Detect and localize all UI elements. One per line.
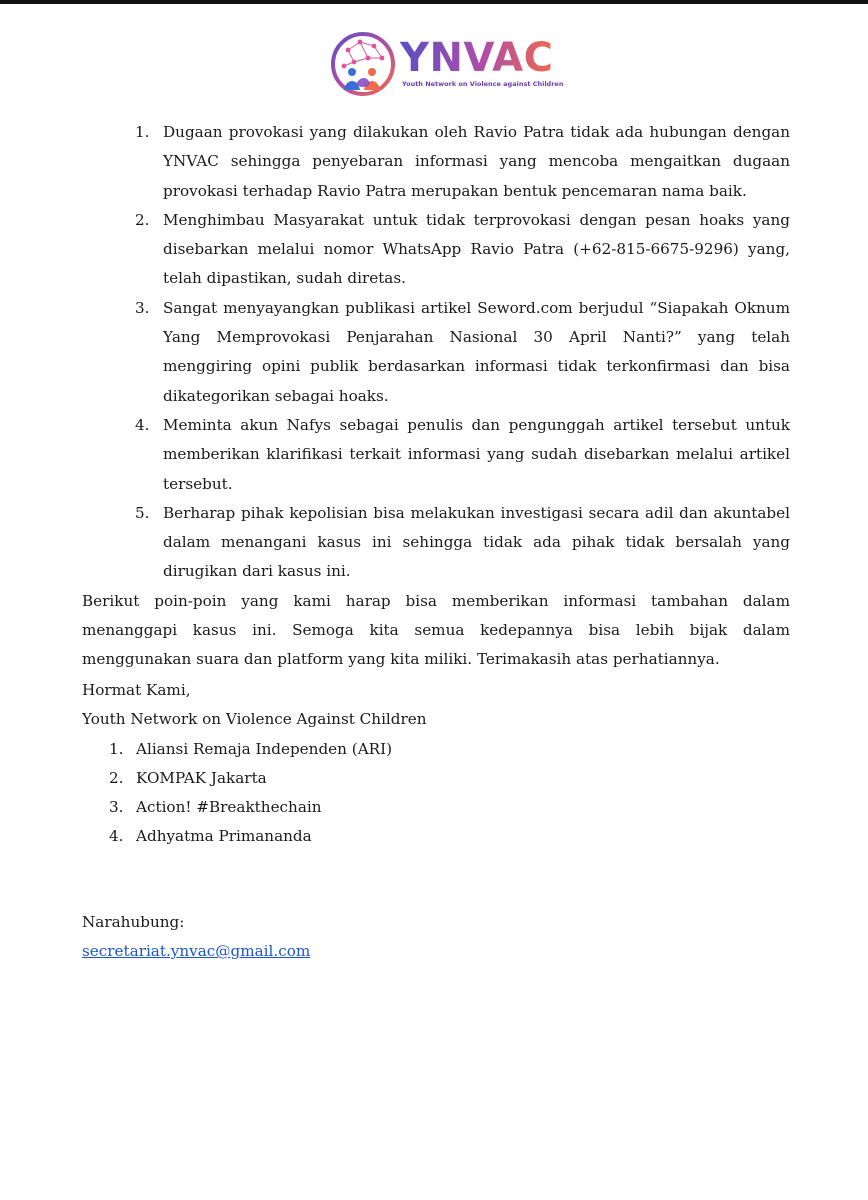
list-item: 1. Aliansi Remaja Independen (ARI) [109, 739, 393, 758]
point-text: Sangat menyayangkan publikasi artikel Seword.com berjudul “Siapakah Oknum Yang Memprovokasi Penjarahan Nasional 30 April Nanti?” yang telah menggiring opini publik berdasarkan informasi tidak terkonfirmasi dan bisa dikategorikan sebagai hoaks. [163, 298, 790, 405]
letter-body [82, 118, 790, 675]
list-item: 1. Dugaan provokasi yang dilakukan oleh Ravio Patra tidak ada hubungan dengan YNVAC sehingga penyebaran informasi yang mencoba mengaitkan dugaan provokasi terhadap Ravio Patra merupakan bentuk pencemaran nama baik. [135, 123, 790, 200]
ynvac-logo [330, 28, 564, 100]
member-name: Aliansi Remaja Independen (ARI) [136, 739, 393, 758]
closing-paragraph: Berikut poin-poin yang kami harap bisa memberikan informasi tambahan dalam menanggapi kasus ini. Semoga kita semua kedepannya bisa lebih bijak dalam menggunakan suara dan platform yang kita miliki. Terimakasih atas perhatiannya. [82, 591, 790, 669]
list-item: 2. KOMPAK Jakarta [109, 768, 267, 787]
signature-block [82, 676, 427, 852]
members-list [82, 735, 427, 852]
member-name: KOMPAK Jakarta [136, 768, 267, 787]
member-name: Adhyatma Primananda [136, 827, 312, 846]
network-globe-icon [330, 28, 396, 100]
logo-title: YNVAC [400, 35, 554, 81]
point-text: Menghimbau Masyarakat untuk tidak terprovokasi dengan pesan hoaks yang disebarkan melalui nomor WhatsApp Ravio Patra (+62-815-6675-9296) yang, telah dipastikan, sudah diretas. [163, 210, 790, 288]
point-text: Berharap pihak kepolisian bisa melakukan investigasi secara adil dan akuntabel dalam menangani kasus ini sehingga tidak ada pihak tidak bersalah yang dirugikan dari kasus ini. [163, 503, 790, 581]
list-item: 3. Action! #Breakthechain [109, 798, 322, 817]
points-list [82, 118, 790, 587]
organization-name: Youth Network on Violence Against Children [82, 710, 427, 729]
point-text: Meminta akun Nafys sebagai penulis dan pengunggah artikel tersebut untuk memberikan klarifikasi terkait informasi yang sudah disebarkan melalui artikel tersebut. [163, 415, 790, 493]
top-border [0, 0, 868, 4]
list-item: 5. Berharap pihak kepolisian bisa melakukan investigasi secara adil dan akuntabel dalam menangani kasus ini sehingga tidak ada pihak tidak bersalah yang dirugikan dari kasus ini. [135, 503, 790, 581]
list-item: 4. Adhyatma Primananda [109, 827, 312, 846]
list-item: 4. Meminta akun Nafys sebagai penulis dan pengunggah artikel tersebut untuk memberikan klarifikasi terkait informasi yang sudah disebarkan melalui artikel tersebut. [135, 415, 790, 493]
greeting: Hormat Kami, [82, 681, 191, 699]
member-name: Action! #Breakthechain [136, 798, 322, 817]
logo-subtitle: Youth Network on Violence against Children [402, 80, 564, 88]
point-text: Dugaan provokasi yang dilakukan oleh Ravio Patra tidak ada hubungan dengan YNVAC sehingga penyebaran informasi yang mencoba mengaitkan dugaan provokasi terhadap Ravio Patra merupakan bentuk pencemaran nama baik. [163, 123, 790, 200]
list-item: 2. Menghimbau Masyarakat untuk tidak terprovokasi dengan pesan hoaks yang disebarkan melalui nomor WhatsApp Ravio Patra (+62-815-6675-9296) yang, telah dipastikan, sudah diretas. [135, 210, 790, 288]
contact-label: Narahubung: [82, 913, 185, 931]
contact-email-link[interactable]: secretariat.ynvac@gmail.com [82, 942, 311, 961]
list-item: 3. Sangat menyayangkan publikasi artikel Seword.com berjudul “Siapakah Oknum Yang Memprovokasi Penjarahan Nasional 30 April Nanti?” yang telah menggiring opini publik berdasarkan informasi tidak terkonfirmasi dan bisa dikategorikan sebagai hoaks. [135, 298, 790, 405]
contact-block [82, 908, 310, 967]
